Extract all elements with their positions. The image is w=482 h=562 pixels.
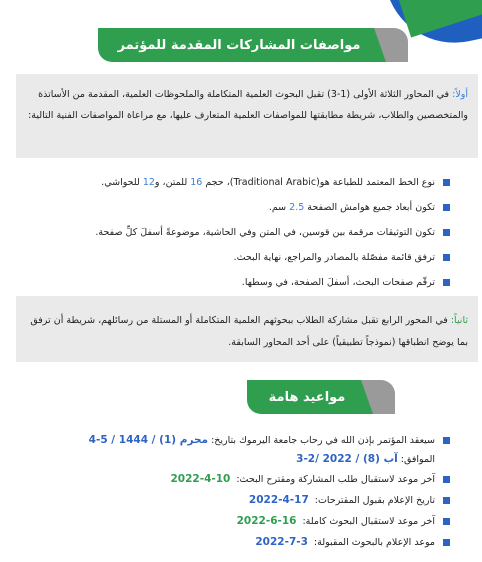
second-lead: ثانياً: — [450, 315, 468, 326]
date-label: موعد الإعلام بالبحوث المقبولة: — [313, 537, 435, 548]
list-item — [20, 511, 450, 532]
bullet-square-icon — [443, 204, 450, 211]
ribbon-tab — [361, 380, 395, 414]
bullet-square-icon — [443, 279, 450, 286]
list-item — [20, 469, 450, 490]
specs-list — [20, 170, 450, 295]
list-item — [20, 490, 450, 511]
bullet-square-icon — [443, 476, 450, 483]
list-item-text: ترقّم صفحات البحث، أسفلَ الصفحة، في وسطها. — [241, 277, 435, 288]
intro-text: في المحاور الثلاثة الأولى (1-3) تقبل البحوث العلمية المتكاملة والملحوظات العلمية، المقدمة من الأساتذة والمتخصصين والطلاب، شريطة مطابقتها للمواصفات العلمية المتعارف عليها، مع مراعاة المواصفات الفنية التالية: — [28, 89, 468, 121]
bullet-square-icon — [443, 518, 450, 525]
second-text: في المحور الرابع تقبل مشاركة الطلاب ببحوثهم العلمية المتكاملة أو المستلة من رسائلهم، شريطة أن ترفق بما يوضح انطباقها (نموذجاً تطبيقياً) على أحد المحاور السابقة. — [30, 315, 468, 348]
list-item — [20, 270, 450, 295]
conference-date: سيعقد المؤتمر بإذن الله في رحاب جامعة اليرموك بتاريخ: 4-5 / محرم (1) / 1444 الموافق: 3-2/ آب (8) / 2022 — [88, 434, 435, 465]
bullet-square-icon — [443, 254, 450, 261]
list-item-text: تكون التوثيقات مرقمة بين قوسين، في المتن وفي الحاشية، موضوعةً أسفلَ كلِّ صفحة. — [95, 227, 435, 238]
date-value: 2022-4-10 — [170, 473, 231, 485]
date-value: 2022-6-16 — [236, 515, 297, 527]
list-item — [20, 220, 450, 245]
list-item — [20, 170, 450, 195]
date-value: 2022-7-3 — [255, 536, 308, 548]
bullet-square-icon — [443, 539, 450, 546]
date-label: آخر موعد لاستقبال البحوث كاملة: — [302, 516, 435, 527]
list-item — [20, 245, 450, 270]
intro-panel — [16, 74, 478, 158]
second-axis-panel — [16, 296, 478, 362]
list-item-text: تكون أبعاد جميع هوامش الصفحة 2.5 سم. — [268, 202, 435, 213]
list-item-text: ترفق قائمة مفصّلة بالمصادر والمراجع، نهاية البحث. — [233, 252, 435, 263]
section-title-dates-text: مواعيد هامة — [268, 389, 346, 405]
date-label: تاريخ الإعلام بقبول المقترحات: — [314, 495, 435, 506]
date-value: 2022-4-17 — [248, 494, 309, 506]
section-title-specs-text: مواصفات المشاركات المقدمة للمؤتمر — [117, 37, 361, 53]
bullet-square-icon — [443, 437, 450, 444]
list-item-text: نوع الخط المعتمد للطباعة هو(Traditional Arabic)، حجم 16 للمتن، و12 للحواشي. — [101, 177, 435, 188]
ribbon-tab — [374, 28, 408, 62]
list-item — [20, 195, 450, 220]
section-title-dates — [247, 380, 367, 414]
bullet-square-icon — [443, 497, 450, 504]
section-title-specs — [98, 28, 380, 62]
list-item — [20, 431, 450, 469]
intro-lead: أولاً: — [452, 89, 468, 100]
bullet-square-icon — [443, 229, 450, 236]
list-item — [20, 532, 450, 553]
date-label: آخر موعد لاستقبال طلب المشاركة ومقترح البحث: — [236, 474, 435, 485]
bullet-square-icon — [443, 179, 450, 186]
dates-list — [20, 431, 450, 553]
